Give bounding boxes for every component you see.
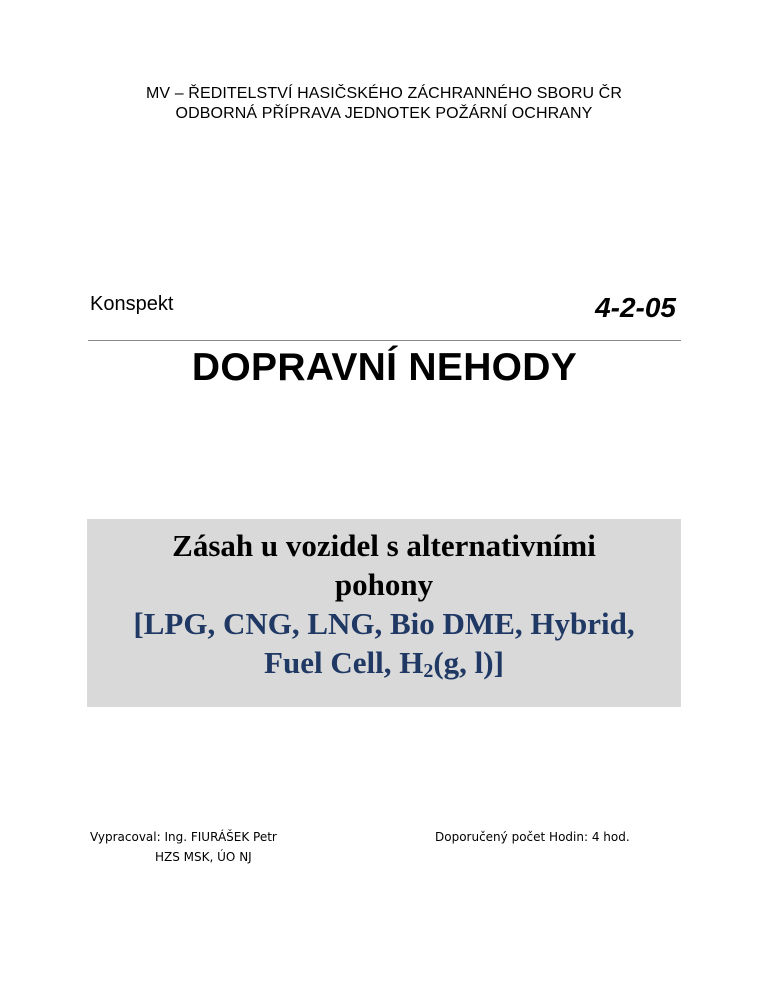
author-text: Vypracoval: Ing. FIURÁŠEK Petr xyxy=(90,830,277,844)
page-title: DOPRAVNÍ NEHODY xyxy=(191,346,578,389)
subtitle-line-3: [LPG, CNG, LNG, Bio DME, Hybrid, xyxy=(133,606,635,641)
subtitle-line-2: pohony xyxy=(334,567,434,602)
recommended-hours-text: Doporučený počet Hodin: 4 hod. xyxy=(435,830,630,844)
subtitle-box xyxy=(87,519,681,707)
document-code: 4-2-05 xyxy=(595,292,676,323)
subtitle-line-4-sub: 2 xyxy=(423,660,434,682)
subtitle-line-4-pre: Fuel Cell, H xyxy=(264,645,424,680)
header-training-line: ODBORNÁ PŘÍPRAVA JEDNOTEK POŽÁRNÍ OCHRANY xyxy=(175,105,593,122)
subtitle-line-1: Zásah u vozidel s alternativními xyxy=(172,528,596,563)
subtitle-line-4-post: (g, l)] xyxy=(433,645,504,680)
subtitle-line-4 xyxy=(87,643,681,682)
document-type: Konspekt xyxy=(90,293,174,315)
organization-text: HZS MSK, ÚO NJ xyxy=(155,850,252,864)
header-ministry-line: MV – ŘEDITELSTVÍ HASIČSKÉHO ZÁCHRANNÉHO SBORU ČR xyxy=(146,85,622,102)
